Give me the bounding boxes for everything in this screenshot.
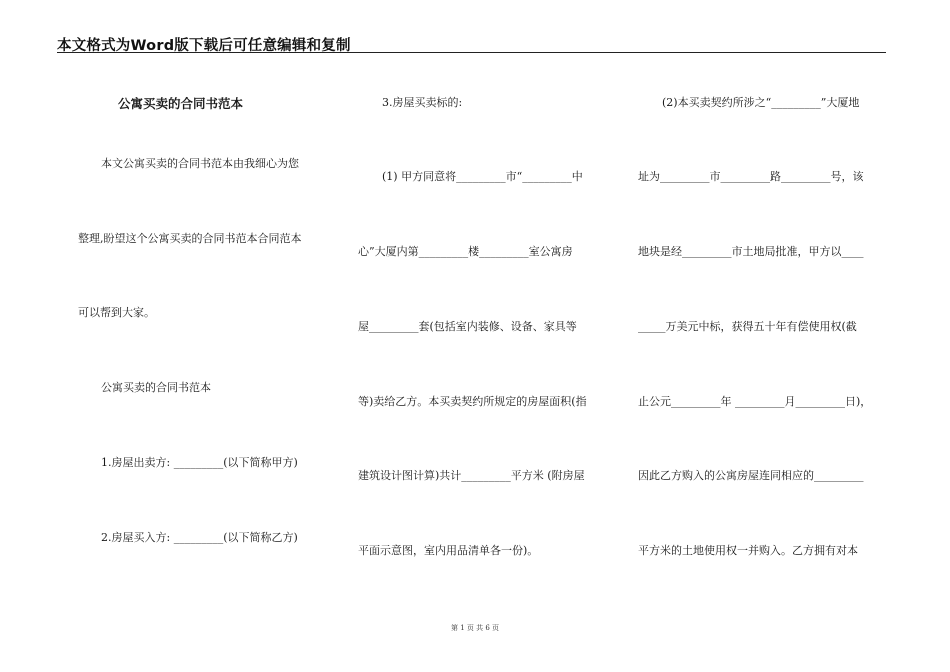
paragraph-line: 心”大厦内第_________楼_________室公寓房 [358, 245, 573, 258]
paragraph-line: 屋_________套(包括室内装修、设备、家具等 [358, 320, 577, 333]
seller-line: 1.房屋出卖方: _________(以下简称甲方) [101, 456, 298, 469]
paragraph-line: _____万美元中标，获得五十年有偿使用权(截 [638, 320, 857, 333]
section-heading: 公寓买卖的合同书范本 [101, 381, 211, 394]
paragraph-line: 本文公寓买卖的合同书范本由我细心为您 [101, 157, 299, 170]
buyer-line: 2.房屋买入方: _________(以下简称乙方) [101, 531, 298, 544]
paragraph-line: 平面示意图，室内用品清单各一份)。 [358, 544, 539, 557]
paragraph-line: 整理,盼望这个公寓买卖的合同书范本合同范本 [78, 232, 302, 245]
paragraph-line: 建筑设计图计算)共计_________平方米 (附房屋 [358, 469, 585, 482]
paragraph-line: 平方米的土地使用权一并购入。乙方拥有对本 [638, 544, 858, 557]
paragraph-line: 可以帮到大家。 [78, 306, 155, 319]
paragraph-line: 等)卖给乙方。本买卖契约所规定的房屋面积(指 [358, 395, 587, 408]
paragraph-line: 址为_________市_________路_________号，该 [638, 170, 864, 183]
header-divider [57, 52, 886, 53]
clause-heading: 3.房屋买卖标的: [382, 96, 463, 109]
paragraph-line: 因此乙方购入的公寓房屋连同相应的_________ [638, 469, 864, 482]
paragraph-line: 地块是经_________市土地局批准，甲方以____ [638, 245, 864, 258]
paragraph-line: (1) 甲方同意将_________市“_________中 [382, 170, 583, 183]
document-title: 公寓买卖的合同书范本 [118, 96, 244, 111]
document-banner: 本文格式为Word版下载后可任意编辑和复制 [57, 38, 351, 54]
page-number: 第 1 页 共 6 页 [450, 624, 500, 632]
paragraph-line: (2)本买卖契约所涉之“_________”大厦地 [662, 96, 860, 109]
paragraph-line: 止公元_________年 _________月_________日)， [638, 395, 872, 408]
